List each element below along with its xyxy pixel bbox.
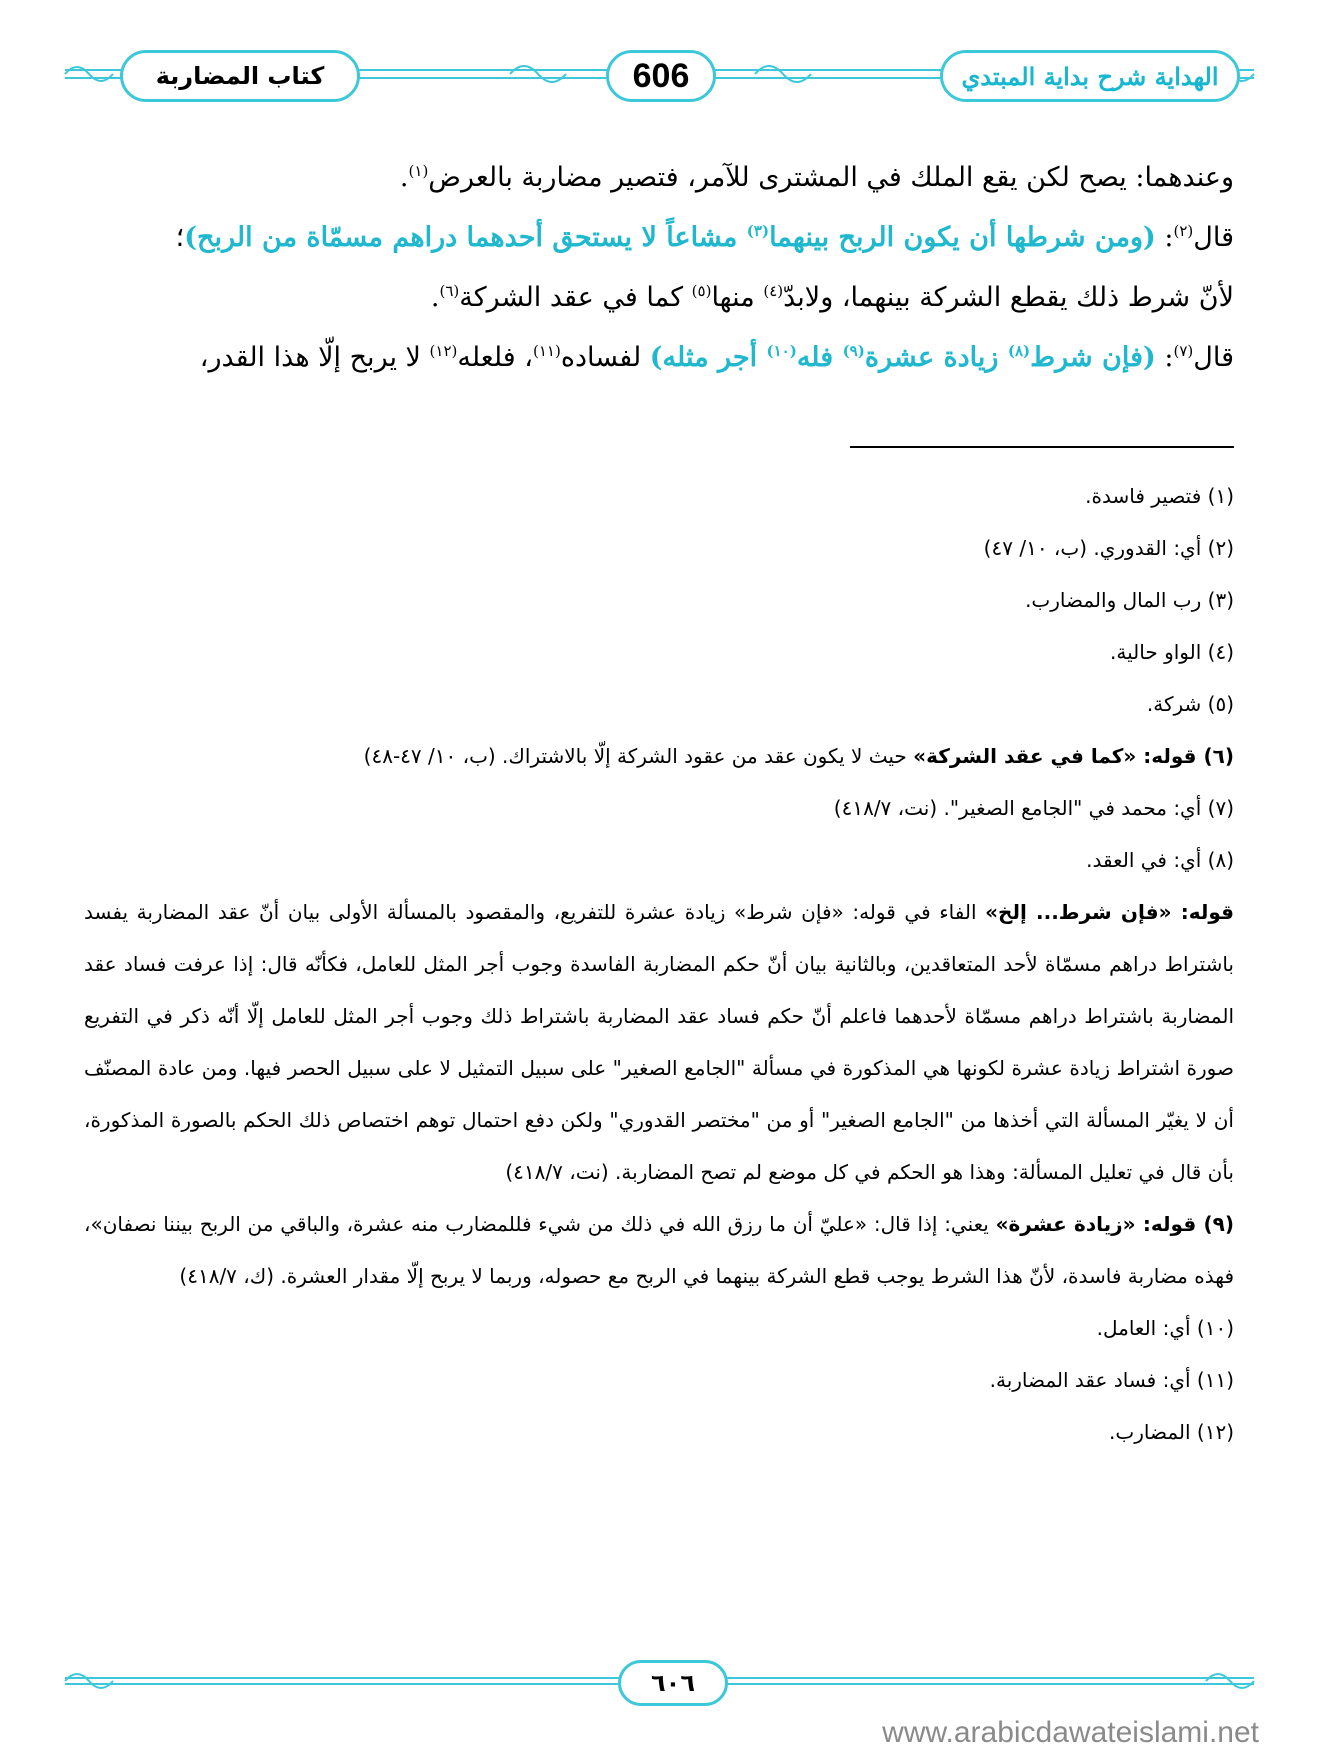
p4-qal: قال: [1193, 342, 1234, 373]
footnote-6-num: (٦): [1196, 744, 1234, 768]
footnote-9-lead: قوله: «زيادة عشرة»: [995, 1212, 1197, 1236]
footnote-ref-1[interactable]: (١): [408, 162, 429, 180]
footnote-12: (١٢) المضارب.: [1109, 1420, 1234, 1444]
p4-b: لفساده: [560, 342, 650, 373]
footnote-ref-6[interactable]: (٦): [439, 282, 460, 300]
footnote-6: [84, 730, 1234, 782]
footnote-3: (٣) رب المال والمضارب.: [1025, 588, 1234, 612]
paragraph-4: [84, 328, 1234, 388]
p3-c: كما في عقد الشركة: [459, 282, 692, 313]
footnote-9: [84, 1198, 1234, 1302]
page-number-header: 606: [606, 50, 716, 102]
p2-end: ؛: [175, 222, 185, 253]
footnote-6-lead: قوله: «كما في عقد الشركة»: [913, 744, 1197, 768]
matn-text-c: (فإن شرط: [1030, 342, 1156, 373]
p4-d: لا يربح إلّا هذا القدر،: [199, 342, 430, 373]
footnote-4: (٤) الواو حالية.: [1110, 640, 1234, 664]
p2-colon: :: [1155, 222, 1174, 253]
footnote-ref-11[interactable]: (١١): [532, 342, 561, 360]
footnote-2: (٢) أي: القدوري. (ب، ١٠/ ٤٧): [983, 536, 1234, 560]
paragraph-2: [84, 208, 1234, 268]
footnote-8-lead: قوله: «فإن شرط... إلخ»: [985, 900, 1234, 924]
footnotes: [84, 470, 1234, 1458]
footnote-ref-4[interactable]: (٤): [763, 282, 784, 300]
matn-text-a: (ومن شرطها أن يكون الربح بينهما: [769, 222, 1156, 253]
matn-text-f: أجر مثله): [649, 342, 767, 373]
matn-text-d: زيادة عشرة: [864, 342, 1008, 373]
footnote-8-text: الفاء في قوله: «فإن شرط» زيادة عشرة للتفريع، والمقصود بالمسألة الأولى بيان أنّ عقد المضاربة يفسد باشتراط دراهم مسمّاة لأحد المتعاقدين، وبالثانية بيان أنّ حكم المضاربة الفاسدة وجوب أجر المثل للعامل، فكأنّه قال: إذا عرفت فساد عقد المضاربة باشتراط دراهم مسمّاة لأحدهما فاعلم أنّ حكم فساد عقد المضاربة باشتراط ذلك وجوب أجر المثل للعامل إلّا أنّه ذكر في التفريع صورة اشتراط زيادة عشرة لكونها هي المذكورة في مسألة "الجامع الصغير" على سبيل التمثيل لا على سبيل الحصر فيها. ومن عادة المصنّف أن لا يغيّر المسألة التي أخذها من "الجامع الصغير" أو من "مختصر القدوري" ولكن دفع احتمال توهم اختصاص ذلك الحكم بالصورة المذكورة، بأن قال في تعليل المسألة: وهذا هو الحكم في كل موضع لم تصح المضاربة. (نت، ٤١٨/٧): [84, 900, 1234, 1184]
footnote-9-text: يعني: إذا قال: «عليّ أن ما رزق الله في ذلك من شيء فللمضارب منه عشرة، والباقي من الربح بيننا نصفان»، فهذه مضاربة فاسدة، لأنّ هذا الشرط يوجب قطع الشركة بينهما في الربح مع حصوله، وربما لا يربح إلّا مقدار العشرة. (ك، ٤١٨/٧): [84, 1212, 1234, 1288]
footnote-9-num: (٩): [1196, 1212, 1235, 1236]
page-number-footer: ٦٠٦: [618, 1660, 728, 1706]
p1-text: وعندهما: يصح لكن يقع الملك في المشترى للآمر، فتصير مضاربة بالعرض: [428, 162, 1234, 193]
book-title: الهداية شرح بداية المبتدي: [940, 50, 1240, 102]
matn-text-b: مشاعاً لا يستحق أحدهما دراهم مسمّاة من الربح): [184, 222, 747, 253]
footnote-ref-5[interactable]: (٥): [691, 282, 712, 300]
p3-a: لأنّ شرط ذلك يقطع الشركة بينهما، ولابدّ: [783, 282, 1234, 313]
p3-end: .: [430, 282, 440, 313]
footnote-ref-3[interactable]: (٣): [746, 222, 770, 240]
footnote-ref-10[interactable]: (١٠): [766, 342, 797, 360]
footnote-5: (٥) شركة.: [1146, 692, 1234, 716]
main-text: [84, 148, 1234, 388]
footnote-8-commentary: [84, 886, 1234, 1198]
footnote-8: (٨) أي: في العقد.: [1086, 848, 1234, 872]
footnote-1: (١) فتصير فاسدة.: [1085, 484, 1234, 508]
footnote-ref-8[interactable]: (٨): [1007, 342, 1031, 360]
footnote-separator: [850, 446, 1234, 448]
p3-b: منها: [711, 282, 764, 313]
p4-colon: :: [1155, 342, 1174, 373]
footnote-10: (١٠) أي: العامل.: [1096, 1316, 1234, 1340]
footnote-11: (١١) أي: فساد عقد المضاربة.: [989, 1368, 1234, 1392]
p1-end: .: [399, 162, 409, 193]
footnote-7: (٧) أي: محمد في "الجامع الصغير". (نت، ٤١٨/٧): [833, 796, 1234, 820]
p4-c: ، فلعله: [457, 342, 533, 373]
footnote-6-text: حيث لا يكون عقد من عقود الشركة إلّا بالاشتراك. (ب، ١٠/ ٤٧-٤٨): [363, 744, 914, 768]
paragraph-3: [84, 268, 1234, 328]
website-watermark[interactable]: www.arabicdawateislami.net: [882, 1716, 1259, 1749]
matn-text-e: فله: [796, 342, 843, 373]
chapter-title: كتاب المضاربة: [120, 50, 360, 102]
footnote-ref-2[interactable]: (٢): [1173, 222, 1194, 240]
footnote-ref-9[interactable]: (٩): [842, 342, 865, 360]
paragraph-1: [84, 148, 1234, 208]
p2-qal: قال: [1193, 222, 1234, 253]
footnote-ref-12[interactable]: (١٢): [429, 342, 458, 360]
footnote-ref-7[interactable]: (٧): [1173, 342, 1194, 360]
